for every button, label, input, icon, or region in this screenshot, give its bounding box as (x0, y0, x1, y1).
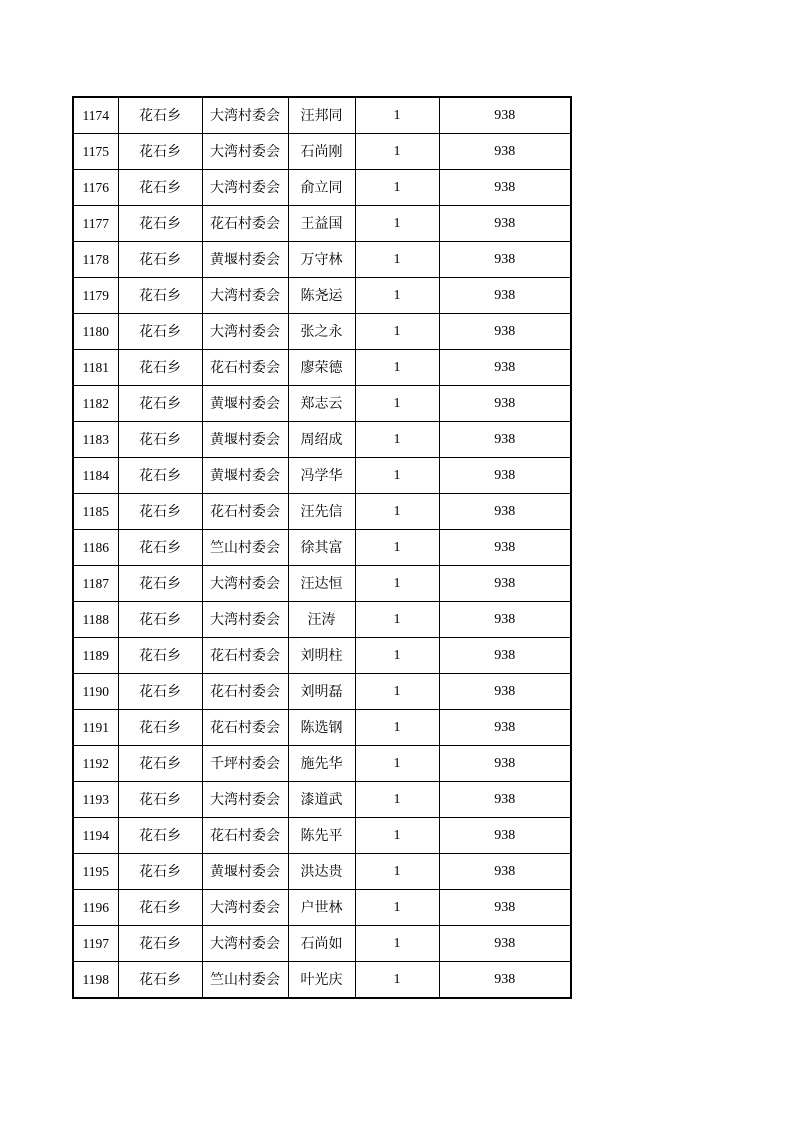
cell-township: 花石乡 (118, 890, 202, 926)
table-row (73, 638, 571, 674)
cell-amount: 938 (439, 242, 571, 278)
cell-amount: 938 (439, 350, 571, 386)
cell-count: 1 (355, 386, 439, 422)
table-body (73, 97, 571, 998)
table-row (73, 350, 571, 386)
cell-id: 1174 (73, 97, 118, 134)
cell-count: 1 (355, 422, 439, 458)
table-row (73, 97, 571, 134)
cell-village: 花石村委会 (202, 494, 288, 530)
cell-township: 花石乡 (118, 458, 202, 494)
cell-count: 1 (355, 530, 439, 566)
cell-village: 黄堰村委会 (202, 854, 288, 890)
cell-id: 1178 (73, 242, 118, 278)
table-row (73, 422, 571, 458)
cell-village: 大湾村委会 (202, 566, 288, 602)
cell-village: 花石村委会 (202, 710, 288, 746)
table-row (73, 962, 571, 999)
cell-name: 汪邦同 (288, 97, 355, 134)
table-row (73, 242, 571, 278)
cell-count: 1 (355, 926, 439, 962)
cell-id: 1176 (73, 170, 118, 206)
cell-name: 汪达恒 (288, 566, 355, 602)
cell-count: 1 (355, 566, 439, 602)
cell-amount: 938 (439, 530, 571, 566)
cell-id: 1193 (73, 782, 118, 818)
cell-amount: 938 (439, 890, 571, 926)
cell-count: 1 (355, 710, 439, 746)
cell-name: 陈选钢 (288, 710, 355, 746)
cell-village: 竺山村委会 (202, 962, 288, 999)
cell-village: 大湾村委会 (202, 278, 288, 314)
cell-id: 1183 (73, 422, 118, 458)
cell-id: 1191 (73, 710, 118, 746)
cell-amount: 938 (439, 494, 571, 530)
cell-name: 张之永 (288, 314, 355, 350)
cell-id: 1196 (73, 890, 118, 926)
cell-township: 花石乡 (118, 674, 202, 710)
cell-amount: 938 (439, 854, 571, 890)
cell-count: 1 (355, 494, 439, 530)
cell-id: 1175 (73, 134, 118, 170)
cell-township: 花石乡 (118, 782, 202, 818)
cell-name: 汪先信 (288, 494, 355, 530)
cell-village: 大湾村委会 (202, 314, 288, 350)
table-row (73, 206, 571, 242)
cell-name: 周绍成 (288, 422, 355, 458)
cell-id: 1189 (73, 638, 118, 674)
cell-name: 俞立同 (288, 170, 355, 206)
cell-village: 大湾村委会 (202, 926, 288, 962)
cell-id: 1187 (73, 566, 118, 602)
cell-township: 花石乡 (118, 278, 202, 314)
cell-count: 1 (355, 674, 439, 710)
cell-count: 1 (355, 97, 439, 134)
cell-amount: 938 (439, 674, 571, 710)
table-row (73, 530, 571, 566)
table-row (73, 674, 571, 710)
cell-amount: 938 (439, 386, 571, 422)
cell-village: 花石村委会 (202, 350, 288, 386)
cell-amount: 938 (439, 314, 571, 350)
cell-township: 花石乡 (118, 170, 202, 206)
cell-village: 大湾村委会 (202, 97, 288, 134)
cell-id: 1198 (73, 962, 118, 999)
cell-township: 花石乡 (118, 242, 202, 278)
cell-amount: 938 (439, 97, 571, 134)
cell-village: 大湾村委会 (202, 602, 288, 638)
cell-name: 户世林 (288, 890, 355, 926)
table-row (73, 278, 571, 314)
cell-name: 叶光庆 (288, 962, 355, 999)
cell-village: 大湾村委会 (202, 170, 288, 206)
cell-id: 1194 (73, 818, 118, 854)
cell-name: 王益国 (288, 206, 355, 242)
cell-count: 1 (355, 962, 439, 999)
cell-amount: 938 (439, 602, 571, 638)
cell-amount: 938 (439, 170, 571, 206)
cell-village: 大湾村委会 (202, 782, 288, 818)
cell-id: 1182 (73, 386, 118, 422)
cell-id: 1192 (73, 746, 118, 782)
table-row (73, 458, 571, 494)
cell-village: 黄堰村委会 (202, 422, 288, 458)
cell-township: 花石乡 (118, 710, 202, 746)
cell-township: 花石乡 (118, 386, 202, 422)
cell-township: 花石乡 (118, 494, 202, 530)
cell-village: 花石村委会 (202, 674, 288, 710)
cell-township: 花石乡 (118, 962, 202, 999)
cell-township: 花石乡 (118, 602, 202, 638)
table-row (73, 746, 571, 782)
cell-name: 洪达贵 (288, 854, 355, 890)
table-row (73, 854, 571, 890)
cell-id: 1180 (73, 314, 118, 350)
cell-amount: 938 (439, 962, 571, 999)
cell-amount: 938 (439, 926, 571, 962)
cell-count: 1 (355, 854, 439, 890)
cell-township: 花石乡 (118, 350, 202, 386)
cell-count: 1 (355, 350, 439, 386)
cell-id: 1179 (73, 278, 118, 314)
table-row (73, 782, 571, 818)
cell-village: 花石村委会 (202, 206, 288, 242)
cell-village: 黄堰村委会 (202, 458, 288, 494)
table-row (73, 926, 571, 962)
cell-name: 刘明磊 (288, 674, 355, 710)
cell-name: 冯学华 (288, 458, 355, 494)
cell-count: 1 (355, 638, 439, 674)
cell-name: 廖荣德 (288, 350, 355, 386)
cell-village: 黄堰村委会 (202, 242, 288, 278)
cell-name: 陈尧运 (288, 278, 355, 314)
cell-id: 1195 (73, 854, 118, 890)
cell-id: 1190 (73, 674, 118, 710)
cell-village: 千坪村委会 (202, 746, 288, 782)
cell-count: 1 (355, 782, 439, 818)
table-row (73, 386, 571, 422)
table-row (73, 314, 571, 350)
cell-amount: 938 (439, 782, 571, 818)
cell-township: 花石乡 (118, 97, 202, 134)
cell-count: 1 (355, 134, 439, 170)
cell-township: 花石乡 (118, 206, 202, 242)
cell-count: 1 (355, 746, 439, 782)
cell-amount: 938 (439, 710, 571, 746)
cell-amount: 938 (439, 818, 571, 854)
cell-id: 1177 (73, 206, 118, 242)
cell-count: 1 (355, 890, 439, 926)
cell-township: 花石乡 (118, 854, 202, 890)
cell-name: 石尚刚 (288, 134, 355, 170)
cell-name: 漆道武 (288, 782, 355, 818)
cell-id: 1184 (73, 458, 118, 494)
table-row (73, 134, 571, 170)
table-row (73, 170, 571, 206)
cell-name: 施先华 (288, 746, 355, 782)
cell-village: 花石村委会 (202, 638, 288, 674)
cell-id: 1181 (73, 350, 118, 386)
cell-count: 1 (355, 278, 439, 314)
table-row (73, 890, 571, 926)
cell-count: 1 (355, 206, 439, 242)
cell-name: 刘明柱 (288, 638, 355, 674)
cell-id: 1186 (73, 530, 118, 566)
cell-village: 黄堰村委会 (202, 386, 288, 422)
cell-count: 1 (355, 170, 439, 206)
cell-amount: 938 (439, 746, 571, 782)
cell-amount: 938 (439, 134, 571, 170)
cell-count: 1 (355, 458, 439, 494)
cell-name: 陈先平 (288, 818, 355, 854)
cell-township: 花石乡 (118, 530, 202, 566)
cell-name: 石尚如 (288, 926, 355, 962)
cell-name: 徐其富 (288, 530, 355, 566)
cell-count: 1 (355, 818, 439, 854)
cell-amount: 938 (439, 638, 571, 674)
cell-township: 花石乡 (118, 134, 202, 170)
table-row (73, 818, 571, 854)
cell-village: 大湾村委会 (202, 134, 288, 170)
cell-village: 大湾村委会 (202, 890, 288, 926)
cell-township: 花石乡 (118, 818, 202, 854)
cell-count: 1 (355, 602, 439, 638)
subsidy-table (72, 96, 572, 999)
cell-township: 花石乡 (118, 422, 202, 458)
table-row (73, 602, 571, 638)
cell-id: 1188 (73, 602, 118, 638)
table-row (73, 710, 571, 746)
cell-township: 花石乡 (118, 926, 202, 962)
cell-township: 花石乡 (118, 314, 202, 350)
cell-name: 汪涛 (288, 602, 355, 638)
table-row (73, 566, 571, 602)
table-row (73, 494, 571, 530)
cell-amount: 938 (439, 422, 571, 458)
cell-township: 花石乡 (118, 638, 202, 674)
cell-id: 1185 (73, 494, 118, 530)
cell-amount: 938 (439, 278, 571, 314)
cell-amount: 938 (439, 206, 571, 242)
cell-amount: 938 (439, 566, 571, 602)
cell-id: 1197 (73, 926, 118, 962)
cell-count: 1 (355, 242, 439, 278)
cell-township: 花石乡 (118, 566, 202, 602)
cell-village: 花石村委会 (202, 818, 288, 854)
cell-count: 1 (355, 314, 439, 350)
cell-name: 郑志云 (288, 386, 355, 422)
cell-village: 竺山村委会 (202, 530, 288, 566)
cell-name: 万守林 (288, 242, 355, 278)
cell-township: 花石乡 (118, 746, 202, 782)
cell-amount: 938 (439, 458, 571, 494)
